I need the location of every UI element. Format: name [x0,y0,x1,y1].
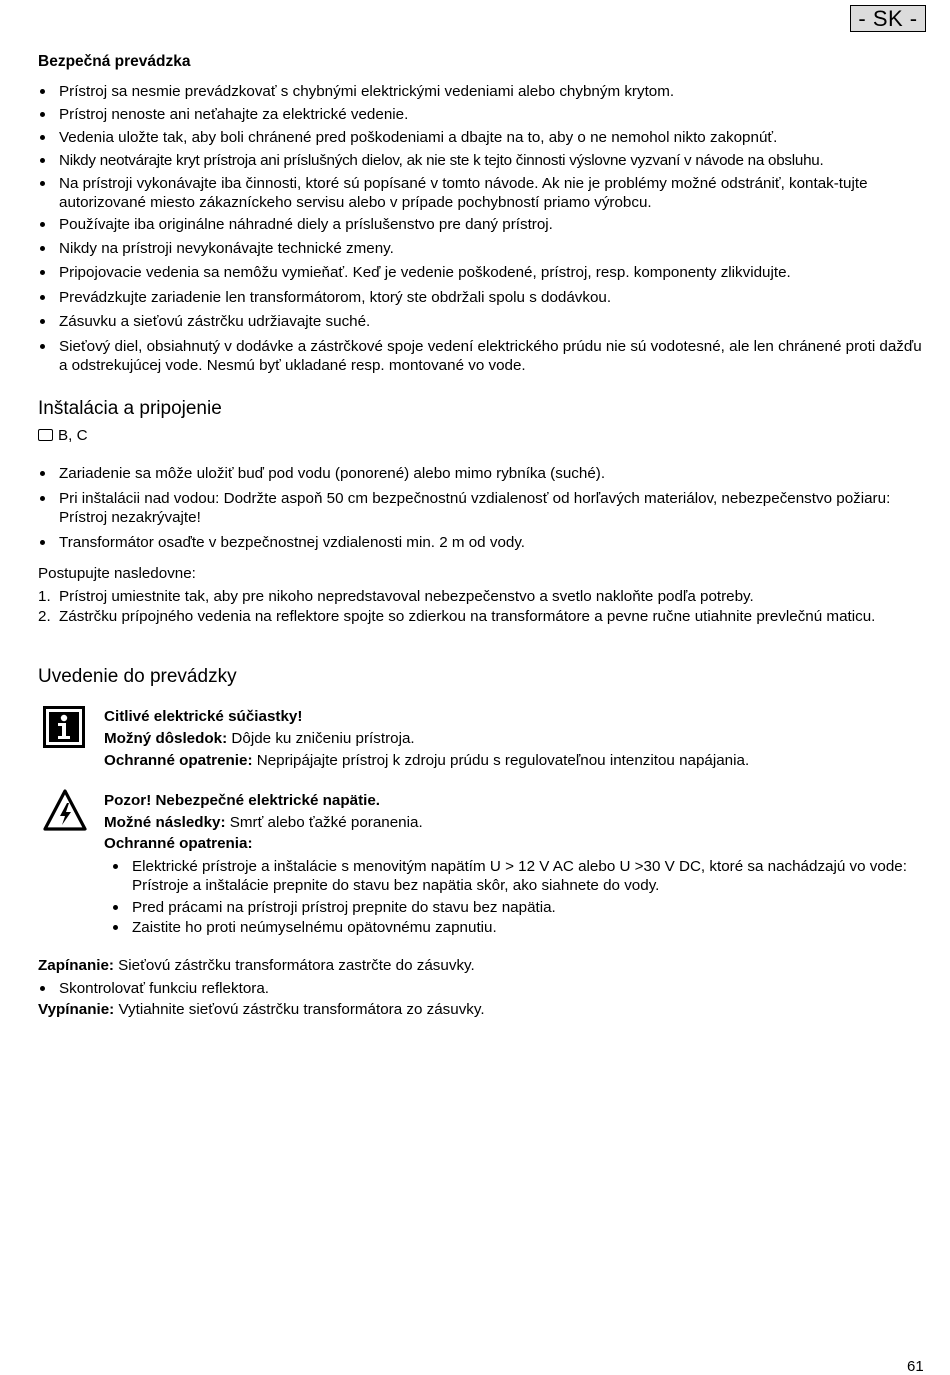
figure-reference [38,426,88,445]
list-item: Skontrolovať funkciu reflektora. [38,979,269,998]
step-number: 2. [38,608,51,625]
step-number: 1. [38,588,51,605]
list-item: Sieťový diel, obsiahnutý v dodávke a zástrčkové spoje vedení elektrického prúdu nie sú vodotesné, ale len chránené proti dažďu a odstrekujúcej vode. Nesmú byť ukladané resp. montované vo vode. [38,337,928,375]
step-text: Zástrčku prípojného vedenia na reflektore spojte so zdierkou na transformátore a pevne ručne utiahnite prevlečnú maticu. [59,608,876,625]
notice-consequence-text: Dôjde ku zničeniu prístroja. [227,730,415,747]
warning-consequence-text: Smrť alebo ťažké poranenia. [225,814,423,831]
commissioning-heading: Uvedenie do prevádzky [38,666,237,687]
list-item: Pripojovacie vedenia sa nemôžu vymieňať. Keď je vedenie poškodené, prístroj, resp. komponenty zlikvidujte. [38,263,791,282]
step-item [38,607,928,626]
notice-measure [104,751,749,770]
page-number: 61 [907,1358,924,1375]
installation-heading: Inštalácia a pripojenie [38,398,222,419]
switch-off-label: Vypínanie: [38,1001,115,1018]
info-icon [43,706,85,748]
list-item: Zaistite ho proti neúmyselnému opätovnému zapnutiu. [111,918,497,937]
switch-on-text: Sieťovú zástrčku transformátora zastrčte do zásuvky. [113,957,475,974]
notice-measure-label: Ochranné opatrenie: [104,752,253,769]
figure-reference-text: B, C [58,427,88,444]
list-item: Nikdy na prístroji nevykonávajte technické zmeny. [38,239,394,258]
notice-title: Citlivé elektrické súčiastky! [104,708,303,725]
list-item: Pri inštalácii nad vodou: Dodržte aspoň 50 cm bezpečnostnú vzdialenosť od horľavých materiálov, nebezpečenstvo požiaru: Prístroj nezakrývajte! [38,489,928,527]
list-item: Nikdy neotvárajte kryt prístroja ani príslušných dielov, ak nie ste k tejto činnosti výslovne vyzvaní v návode na obsluhu. [38,151,823,170]
warning-consequence-label: Možné následky: [104,814,226,831]
switch-on-label: Zapínanie: [38,957,114,974]
switch-off-text: Vytiahnite sieťovú zástrčku transformátora zo zásuvky. [114,1001,485,1018]
procedure-intro: Postupujte nasledovne: [38,565,196,582]
list-item: Pred prácami na prístroji prístroj prepnite do stavu bez napätia. [111,898,556,917]
list-item: Zásuvku a sieťovú zástrčku udržiavajte suché. [38,312,370,331]
list-item: Používajte iba originálne náhradné diely a príslušenstvo pre daný prístroj. [38,215,553,234]
step-item [38,587,754,606]
notice-consequence [104,729,415,748]
switch-off [38,1000,485,1019]
safe-operation-heading: Bezpečná prevádzka [38,53,191,70]
list-item: Elektrické prístroje a inštalácie s menovitým napätím U > 12 V AC alebo U >30 V DC, ktoré sa nachádzajú vo vode: Prístroje a inštalácie prepnite do stavu bez napätia skôr, ako siahnete do vody. [111,857,928,895]
list-item: Transformátor osaďte v bezpečnostnej vzdialenosti min. 2 m od vody. [38,533,525,552]
notice-measure-text: Nepripájajte prístroj k zdroju prúdu s regulovateľnou intenzitou napájania. [252,752,750,769]
notice-consequence-label: Možný dôsledok: [104,730,228,747]
switch-on [38,956,475,975]
list-item: Zariadenie sa môže uložiť buď pod vodu (ponorené) alebo mimo rybníka (suché). [38,464,605,483]
warning-consequence [104,813,423,832]
step-text: Prístroj umiestnite tak, aby pre nikoho nepredstavoval nebezpečenstvo a svetlo nakloňte podľa potreby. [59,588,754,605]
list-item: Na prístroji vykonávajte iba činnosti, ktoré sú popísané v tomto návode. Ak nie je problémy možné odstrániť, kontak-tujte autorizované miesto zákazníckeho servisu alebo v prípade pochybností priamo výrobcu. [38,174,928,212]
figure-box-icon [38,429,53,441]
list-item: Prístroj sa nesmie prevádzkovať s chybnými elektrickými vedeniami alebo chybným krytom. [38,82,674,101]
language-badge: - SK - [850,5,926,32]
list-item: Prístroj nenoste ani neťahajte za elektrické vedenie. [38,105,408,124]
list-item: Prevádzkujte zariadenie len transformátorom, ktorý ste obdržali spolu s dodávkou. [38,288,611,307]
warning-measures-label: Ochranné opatrenia: [104,835,253,852]
warning-title: Pozor! Nebezpečné elektrické napätie. [104,792,381,809]
high-voltage-warning-icon [42,788,88,832]
list-item: Vedenia uložte tak, aby boli chránené pred poškodeniami a dbajte na to, aby o ne nemohol nikto zakopnúť. [38,128,777,147]
